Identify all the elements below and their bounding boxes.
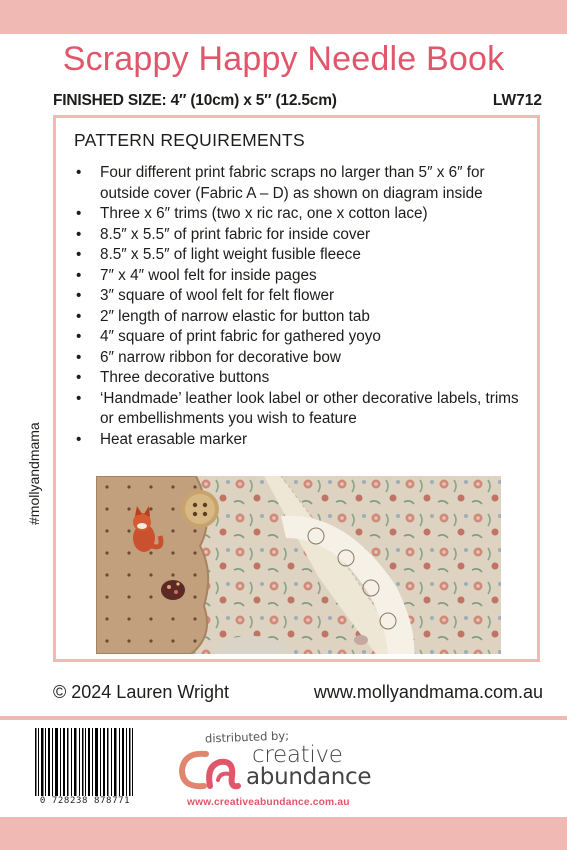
requirement-item: • Heat erasable marker	[74, 430, 534, 451]
requirement-item: • Four different print fabric scraps no larger than 5″ x 6″ for outside cover (Fabric A – D) as shown on diagram inside	[74, 163, 534, 204]
requirement-item: • 7″ x 4″ wool felt for inside pages	[74, 266, 534, 287]
product-photo	[96, 476, 501, 654]
requirement-item: • 8.5″ x 5.5″ of print fabric for inside cover	[74, 225, 534, 246]
copyright: © 2024 Lauren Wright	[53, 682, 230, 702]
requirements-list	[74, 163, 534, 450]
requirement-item: • ‘Handmade’ leather look label or other decorative labels, trims or embellishments you wish to feature	[74, 389, 534, 430]
requirement-item: • 8.5″ x 5.5″ of light weight fusible fleece	[74, 245, 534, 266]
requirement-item: • Three decorative buttons	[74, 368, 534, 389]
top-color-band	[0, 0, 567, 34]
requirement-item: • 2″ length of narrow elastic for button tab	[74, 307, 534, 328]
requirement-item: • 3″ square of wool felt for felt flower	[74, 286, 534, 307]
product-photo-illustration	[96, 476, 501, 654]
distributed-by-label: distributed by;	[204, 728, 290, 746]
creative-abundance-logo-icon	[176, 740, 246, 796]
side-hashtag: #mollyandmama	[26, 422, 42, 526]
pattern-title: Scrappy Happy Needle Book	[62, 40, 505, 78]
website-link[interactable]: www.mollyandmama.com.au	[313, 682, 543, 702]
distributor-url[interactable]: www.creativeabundance.com.au	[187, 797, 350, 808]
barcode-number: 0 728238 878771	[29, 796, 141, 806]
distributor-name-line2: abundance	[246, 764, 372, 790]
footer-divider	[0, 716, 567, 720]
requirement-item: • 6″ narrow ribbon for decorative bow	[74, 348, 534, 369]
bottom-color-band	[0, 817, 567, 850]
requirements-title: PATTERN REQUIREMENTS	[74, 130, 305, 150]
finished-size: FINISHED SIZE: 4″ (10cm) x 5″ (12.5cm)	[53, 92, 337, 109]
distributor-name-line1: creative	[252, 742, 343, 768]
pattern-code: LW712	[492, 92, 542, 109]
requirement-item: • 4″ square of print fabric for gathered yoyo	[74, 327, 534, 348]
requirement-item: • Three x 6″ trims (two x ric rac, one x cotton lace)	[74, 204, 534, 225]
